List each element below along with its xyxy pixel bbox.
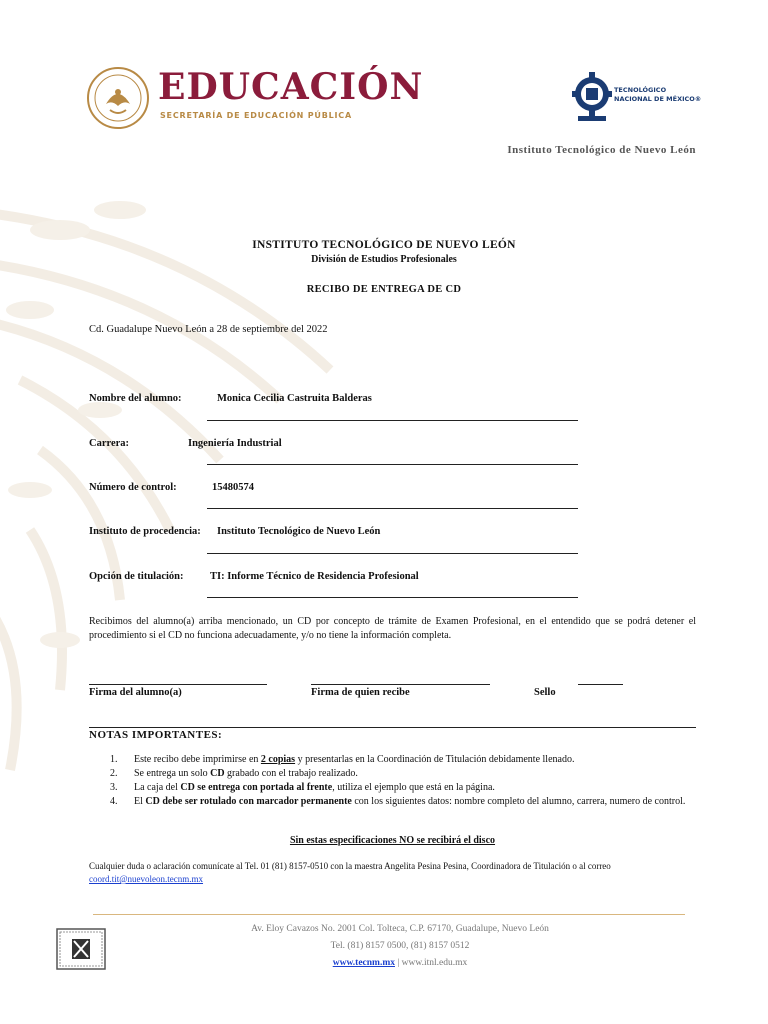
- document-title: RECIBO DE ENTREGA DE CD: [306, 284, 462, 295]
- notes-divider: [89, 727, 696, 728]
- note-number: 1.: [110, 754, 118, 765]
- degree-option-underline: [207, 597, 578, 598]
- tecnm-wordmark: [614, 86, 701, 104]
- note-emphasis: 2 copias: [260, 754, 296, 765]
- warning-notice: Sin estas especificaciones NO se recibirá el disco: [289, 835, 496, 846]
- note-item: [110, 781, 700, 795]
- contact-email-link[interactable]: coord.tit@nuevoleon.tecnm.mx: [89, 874, 204, 884]
- student-signature-line: [89, 684, 267, 685]
- career-label: Carrera:: [89, 438, 130, 449]
- student-signature-label: Firma del alumno(a): [89, 687, 182, 698]
- degree-option-value: TI: Informe Técnico de Residencia Profesional: [210, 571, 419, 582]
- notes-title: NOTAS IMPORTANTES:: [89, 729, 223, 741]
- control-number-value: 15480574: [212, 482, 254, 493]
- note-item: [110, 795, 700, 809]
- note-text: y presentarlas en la Coordinación de Titulación debidamente llenado.: [295, 754, 575, 765]
- student-name-value: Monica Cecilia Castruita Balderas: [217, 393, 372, 404]
- origin-institute-value: Instituto Tecnológico de Nuevo León: [217, 526, 381, 537]
- division-heading: División de Estudios Profesionales: [311, 254, 457, 265]
- footer-divider: [93, 914, 685, 915]
- note-emphasis: CD se entrega con portada al frente: [180, 782, 333, 793]
- mexico-seal-icon: [86, 66, 150, 130]
- footer-phone: Tel. (81) 8157 0500, (81) 8157 0512: [330, 941, 470, 951]
- note-text: grabado con el trabajo realizado.: [224, 768, 358, 779]
- career-underline: [207, 464, 578, 465]
- control-number-label: Número de control:: [89, 482, 177, 493]
- institute-name-top: Instituto Tecnológico de Nuevo León: [507, 144, 696, 156]
- notes-list: [110, 753, 700, 809]
- student-name-label: Nombre del alumno:: [89, 393, 182, 404]
- institute-stamp-icon: [56, 928, 106, 970]
- note-number: 3.: [110, 782, 118, 793]
- student-name-underline: [207, 420, 578, 421]
- note-text: con los siguientes datos: nombre completo del alumno, carrera, numero de control.: [351, 796, 686, 807]
- tecnm-line2: NACIONAL DE MÉXICO®: [614, 95, 702, 103]
- note-text: Este recibo debe imprimirse en: [134, 754, 261, 765]
- brand-title: EDUCACIÓN: [158, 66, 424, 108]
- contact-info: [89, 860, 699, 886]
- note-emphasis: CD debe ser rotulado con marcador permanente: [145, 796, 352, 807]
- document-date: Cd. Guadalupe Nuevo León a 28 de septiembre del 2022: [89, 324, 328, 335]
- control-number-underline: [207, 508, 578, 509]
- note-text: Se entrega un solo: [134, 768, 211, 779]
- footer-address: Av. Eloy Cavazos No. 2001 Col. Tolteca, C.P. 67170, Guadalupe, Nuevo León: [251, 924, 549, 934]
- degree-option-label: Opción de titulación:: [89, 571, 184, 582]
- brand-subtitle: SECRETARÍA DE EDUCACIÓN PÚBLICA: [160, 111, 352, 120]
- tecnm-website-link[interactable]: www.tecnm.mx: [332, 958, 395, 968]
- note-number: 4.: [110, 796, 118, 807]
- institute-heading: INSTITUTO TECNOLÓGICO DE NUEVO LEÓN: [252, 239, 516, 251]
- note-text: El: [134, 796, 146, 807]
- receiver-signature-label: Firma de quien recibe: [311, 687, 410, 698]
- note-item: [110, 753, 700, 767]
- note-emphasis: CD: [210, 768, 225, 779]
- seal-line: [578, 684, 623, 685]
- tecnm-line1: TECNOLÓGICO: [614, 86, 667, 94]
- receipt-paragraph: Recibimos del alumno(a) arriba mencionado, un CD por concepto de trámite de Examen Profesional, en el entendido que se podrá detener el procedimiento si el CD no funciona adecuadamente, y/o no tiene la información completa.: [89, 616, 696, 641]
- itnl-website[interactable]: www.itnl.edu.mx: [401, 958, 468, 968]
- note-item: [110, 767, 700, 781]
- footer-websites: [150, 958, 650, 968]
- origin-institute-underline: [207, 553, 578, 554]
- seal-label: Sello: [534, 687, 556, 698]
- origin-institute-label: Instituto de procedencia:: [89, 526, 201, 537]
- receiver-signature-line: [311, 684, 490, 685]
- note-number: 2.: [110, 768, 118, 779]
- career-value: Ingeniería Industrial: [188, 438, 282, 449]
- note-text: La caja del: [134, 782, 181, 793]
- note-text: , utiliza el ejemplo que está en la página.: [332, 782, 495, 793]
- contact-text: Cualquier duda o aclaración comunícate al Tel. 01 (81) 8157-0510 con la maestra Angelita Pesina Pesina, Coordinadora de Titulación o al correo: [89, 861, 611, 871]
- footer-separator: |: [394, 958, 402, 968]
- tecnm-logo-icon: [572, 70, 612, 124]
